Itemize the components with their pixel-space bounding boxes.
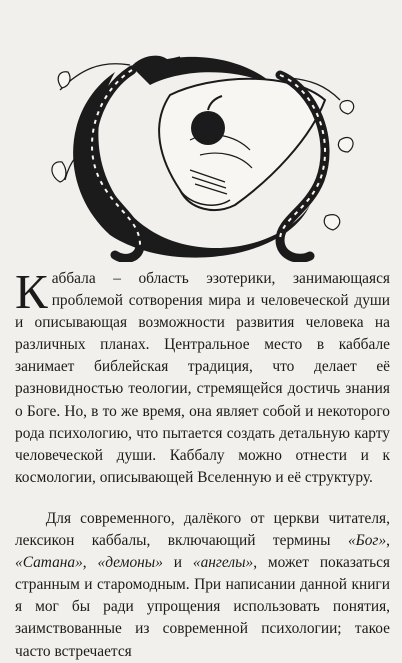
term-demons: «демоны» bbox=[97, 554, 163, 572]
article-text bbox=[15, 264, 390, 663]
paragraph-2-start: Для современного, далёкого от церкви читателя, лексикон каббалы, включающий термины bbox=[15, 509, 390, 550]
serpent-apple-hand-illustration-icon bbox=[40, 30, 362, 262]
hand-shape bbox=[159, 79, 325, 210]
leaf-top-left bbox=[58, 72, 70, 88]
term-god: «Бог» bbox=[347, 532, 387, 550]
separator: и bbox=[162, 554, 193, 572]
paragraph-1-text: аббала – область эзотерики, занимающаяся проблемой сотворения мира и человеческой души и описывающая возможности развития человека на различных планах. Центральное место в каббале занимает библейская традиция, что делает её разновидностью теологии, стремящейся достичь знания о Боге. Но, в то же время, она являет собой и некоторого рода психологию, что пытается создать детальную карту человеческой души. Каббалу можно отнести и к космологии, описывающей Вселенную и её структуру. bbox=[15, 270, 390, 486]
apple-shape bbox=[191, 111, 225, 145]
paragraph-1 bbox=[15, 264, 390, 489]
drop-cap: К bbox=[15, 264, 48, 319]
leaf-top-right bbox=[340, 101, 354, 114]
separator: , bbox=[82, 554, 98, 572]
leaf-left bbox=[52, 162, 66, 182]
separator: , bbox=[386, 532, 390, 550]
leaf-bottom-right bbox=[324, 215, 340, 230]
term-satan: «Сатана» bbox=[15, 554, 83, 572]
leaf-right bbox=[338, 137, 353, 152]
paragraph-2 bbox=[15, 508, 390, 663]
term-angels: «ангелы» bbox=[192, 554, 254, 572]
paragraph-2-end: , может показаться странным и старомодным. При написании данной книги я мог бы ради упрощения использовать понятия, заимствованные из современной психологии; такое часто встречается bbox=[15, 554, 390, 660]
